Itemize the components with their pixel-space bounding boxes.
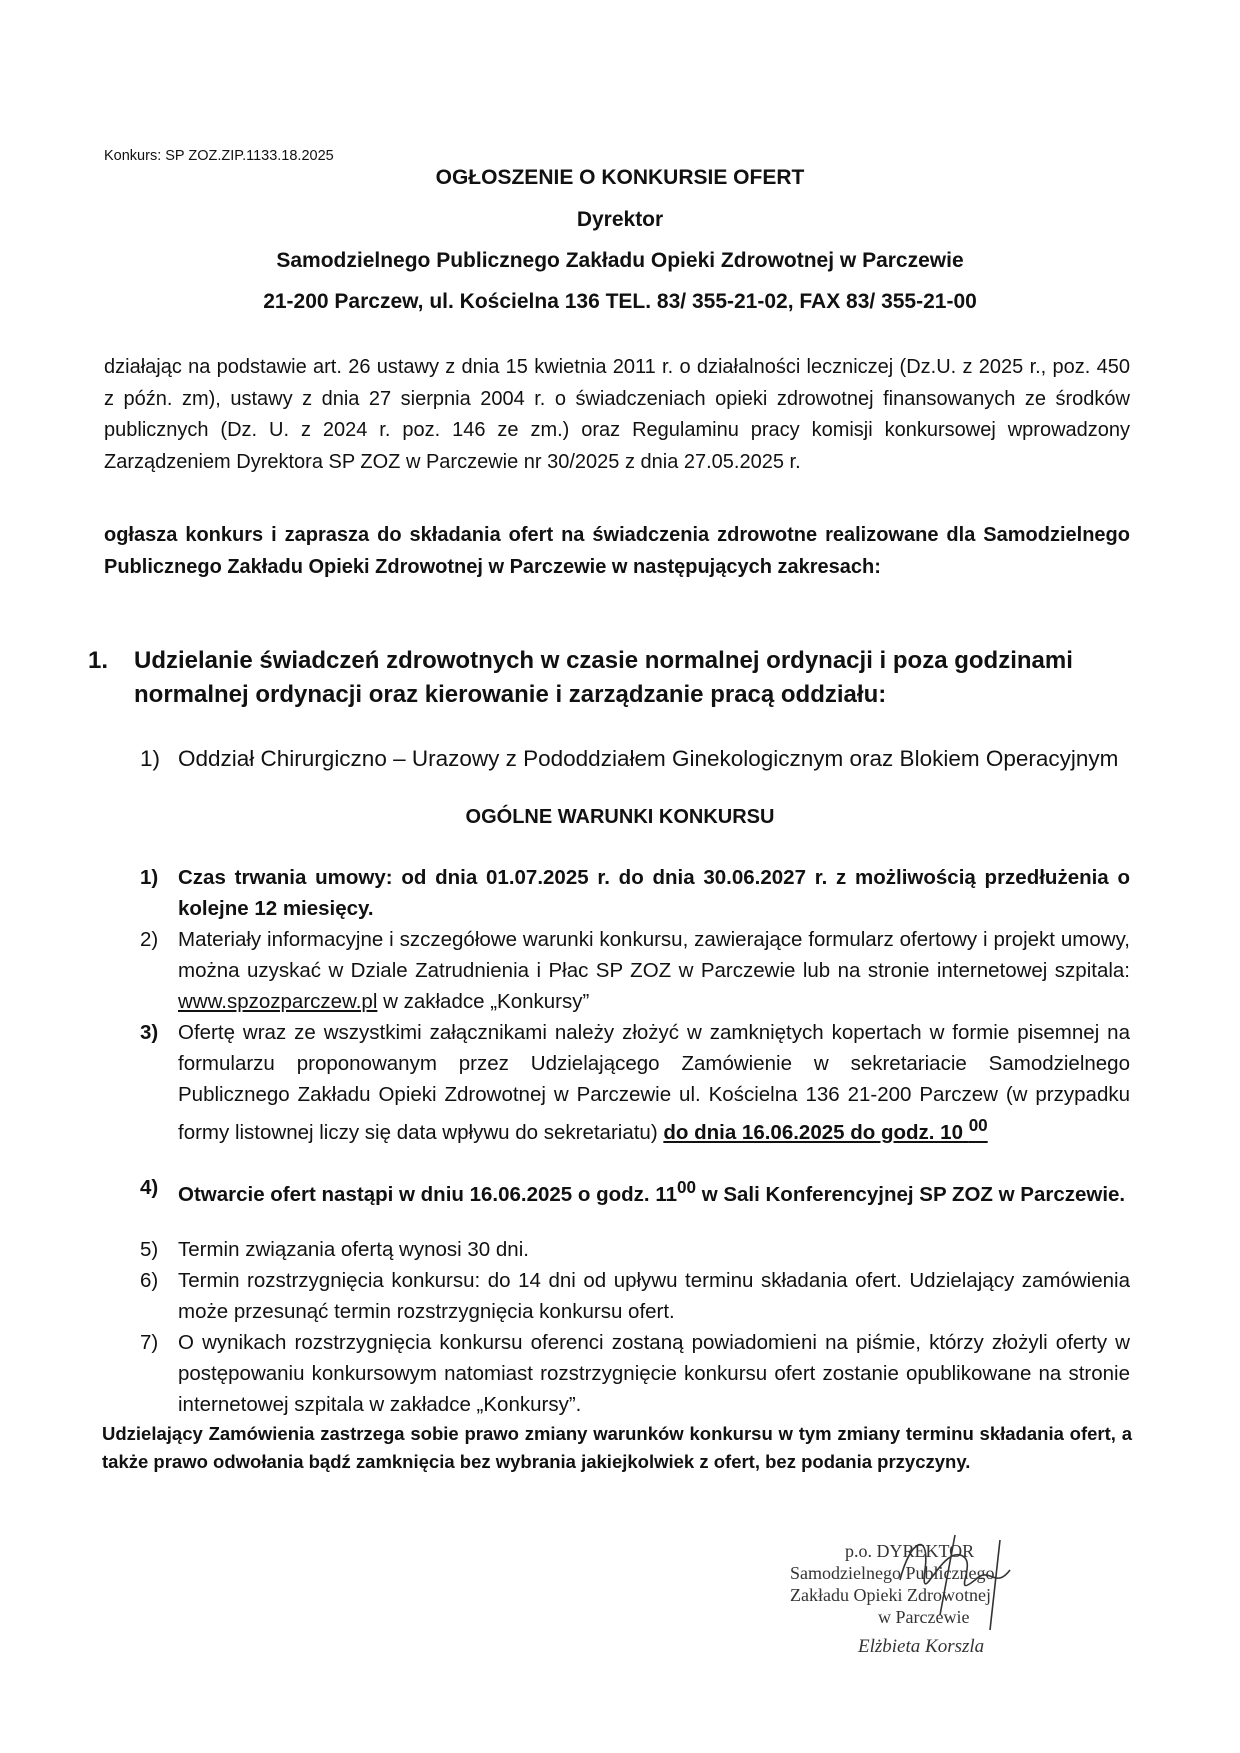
signatory-name: Elżbieta Korszla [858,1636,985,1657]
condition-5-number: 5) [140,1238,159,1261]
competition-reference: Konkurs: SP ZOZ.ZIP.1133.18.2025 [104,148,334,164]
deadline-text: do dnia 16.06.2025 do godz. 10 [663,1120,963,1144]
condition-7 [140,1327,1130,1420]
condition-4-number: 4) [140,1176,159,1199]
condition-6-number: 6) [140,1269,159,1292]
condition-3-text [178,1017,1130,1148]
condition-3-number: 3) [140,1021,159,1044]
opening-minutes: 00 [677,1178,696,1197]
condition-4-text-b: w Sali Konferencyjnej SP ZOZ w Parczewie. [696,1182,1126,1206]
issuer-address: 21-200 Parczew, ul. Kościelna 136 TEL. 83/ 355-21-02, FAX 83/ 355-21-00 [263,290,977,313]
condition-2-text [178,924,1130,1017]
stamp-line-3: Zakładu Opieki Zdrowotnej [790,1585,991,1605]
condition-1 [140,862,1130,924]
conditions-title: OGÓLNE WARUNKI KONKURSU [465,806,775,828]
issuer-name: Samodzielnego Publicznego Zakładu Opieki Zdrowotnej w Parczewie [276,249,964,272]
section-1 [88,644,1138,712]
ward-item [140,742,1130,775]
announcement-paragraph: ogłasza konkurs i zaprasza do składania ofert na świadczenia zdrowotne realizowane dla Samodzielnego Publicznego Zakładu Opieki Zdrowotnej w Parczewie w następujących zakresach: [104,524,1130,578]
deadline-minutes: 00 [968,1116,988,1135]
condition-3-deadline [663,1116,988,1144]
issuer-role: Dyrektor [576,208,664,231]
condition-5 [140,1234,1130,1265]
stamp-line-2: Samodzielnego Publicznego [790,1563,995,1583]
document-title: OGŁOSZENIE O KONKURSIE OFERT [435,166,805,189]
condition-2-number: 2) [140,928,159,951]
condition-4-text-a: Otwarcie ofert nastąpi w dniu 16.06.2025 o godz. 11 [178,1182,677,1206]
condition-4-text [178,1172,1130,1210]
ward-item-text: Oddział Chirurgiczno – Urazowy z Pododdziałem Ginekologicznym oraz Blokiem Operacyjnym [178,746,1119,771]
handwritten-signature [880,1520,1040,1640]
condition-2-text-b: w zakładce „Konkursy” [377,990,590,1013]
condition-1-text: Czas trwania umowy: od dnia 01.07.2025 r. do dnia 30.06.2027 r. z możliwością przedłużenia o kolejne 12 miesięcy. [178,866,1130,920]
reservation-clause: Udzielający Zamówienia zastrzega sobie prawo zmiany warunków konkursu w tym zmiany terminu składania ofert, a także prawo odwołania bądź zamknięcia bez wybrania jakiejkolwiek z ofert, bez podania przyczyny. [102,1423,1132,1472]
condition-7-text: O wynikach rozstrzygnięcia konkursu oferenci zostaną powiadomieni na piśmie, którzy złożyli oferty w postępowaniu konkursowym natomiast rozstrzygnięcie konkursu ofert zostanie opublikowane na stronie internetowej szpitala w zakładce „Konkursy”. [178,1331,1130,1416]
condition-6-text: Termin rozstrzygnięcia konkursu: do 14 dni od upływu terminu składania ofert. Udzielający zamówienia może przesunąć termin rozstrzygnięcia konkursu ofert. [178,1269,1130,1323]
section-1-title: Udzielanie świadczeń zdrowotnych w czasie normalnej ordynacji i poza godzinami normalnej ordynacji oraz kierowanie i zarządzanie pracą oddziału: [134,647,1073,708]
condition-1-number: 1) [140,866,159,889]
condition-7-number: 7) [140,1331,159,1354]
section-1-number: 1. [88,647,109,674]
condition-4 [140,1172,1130,1210]
condition-6 [140,1265,1130,1327]
legal-basis-paragraph: działając na podstawie art. 26 ustawy z dnia 15 kwietnia 2011 r. o działalności leczniczej (Dz.U. z 2025 r., poz. 450 z późn. zm), ustawy z dnia 27 sierpnia 2004 r. o świadczeniach opieki zdrowotnej finansowanych ze środków publicznych (Dz. U. z 2024 r. poz. 146 ze zm.) oraz Regulaminu pracy komisji konkursowej wprowadzony Zarządzeniem Dyrektora SP ZOZ w Parczewie nr 30/2025 z dnia 27.05.2025 r. [104,356,1130,473]
condition-3 [140,1017,1130,1148]
condition-2-text-a: Materiały informacyjne i szczegółowe warunki konkursu, zawierające formularz ofertowy i projekt umowy, można uzyskać w Dziale Zatrudnienia i Płac SP ZOZ w Parczewie lub na stronie internetowej szpitala: [178,928,1130,982]
ward-item-number: 1) [140,746,161,771]
condition-2 [140,924,1130,1017]
stamp-line-1: p.o. DYREKTOR [845,1541,975,1561]
condition-3-body: Ofertę wraz ze wszystkimi załącznikami należy złożyć w zamkniętych kopertach w formie pisemnej na formularzu proponowanym przez Udzielającego Zamówienie w sekretariacie Samodzielnego Publicznego Zakładu Opieki Zdrowotnej w Parczewie ul. Kościelna 136 21-200 Parczew (w przypadku formy listownej liczy się data wpływu do sekretariatu) [178,1021,1130,1144]
hospital-website-link[interactable]: www.spzozparczew.pl [178,990,378,1013]
stamp-line-4: w Parczewie [878,1607,970,1627]
condition-5-text: Termin związania ofertą wynosi 30 dni. [178,1238,529,1261]
